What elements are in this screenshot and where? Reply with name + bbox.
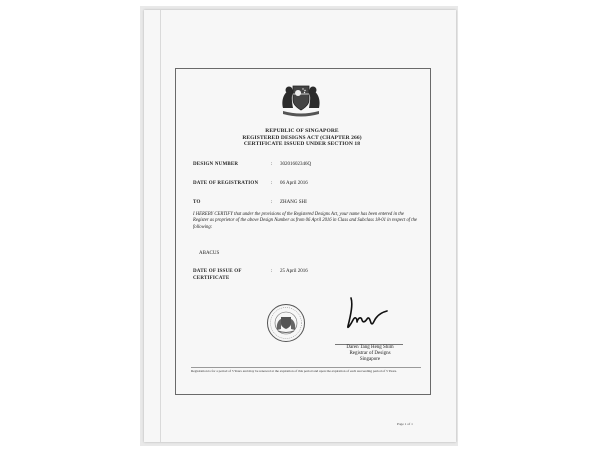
registrar-name: Daren Tang Heng Shim	[346, 345, 394, 350]
to-value: ZHANG SHI	[280, 200, 307, 205]
certificate-header	[200, 128, 404, 148]
singapore-coat-of-arms-icon	[277, 78, 325, 118]
registrar-title: Registrar of Designs	[349, 351, 391, 356]
header-line-2: REGISTERED DESIGNS ACT (CHAPTER 266)	[242, 134, 362, 141]
registrar-country: Singapore	[359, 357, 381, 362]
certify-statement: I HEREBY CERTIFY that under the provisions of the Registered Designs Act, your name has been entered in the Register as proprietor of the above Design Number as from 06 April 2016 in Class and Subclass 18-01 in respect of the following:	[193, 212, 417, 230]
date-of-registration-label: DATE OF REGISTRATION	[193, 181, 259, 186]
date-of-issue-value: 25 April 2016	[280, 269, 308, 274]
page-fold-line	[160, 10, 161, 442]
header-line-1: REPUBLIC OF SINGAPORE	[265, 128, 339, 134]
page-number: Page 1 of 1	[397, 422, 413, 426]
date-of-registration-colon: :	[271, 181, 273, 186]
design-number-colon: :	[271, 162, 273, 167]
footnote-divider	[191, 367, 421, 368]
design-article-name: ABACUS	[199, 251, 220, 256]
date-of-issue-label-line-2: CERTIFICATE	[193, 276, 230, 281]
date-of-issue-label-line-1: DATE OF ISSUE OF	[193, 269, 242, 274]
registrar-block	[325, 345, 415, 363]
design-number-value: 30201602346Q	[280, 162, 312, 167]
to-label: TO	[193, 200, 201, 205]
date-of-issue-colon: :	[271, 269, 273, 274]
date-of-registration-value: 06 April 2016	[280, 181, 308, 186]
registration-footnote: Registration is for a period of 5 Years and may be renewed at the expiration of this period and upon the expiration of each succeeding period of 5 Years.	[191, 369, 397, 373]
design-number-label: DESIGN NUMBER	[193, 162, 239, 167]
registrar-signature	[343, 292, 393, 332]
official-seal-icon	[266, 303, 306, 343]
to-colon: :	[271, 200, 273, 205]
header-line-3: CERTIFICATE ISSUED UNDER SECTION 18	[243, 141, 361, 147]
